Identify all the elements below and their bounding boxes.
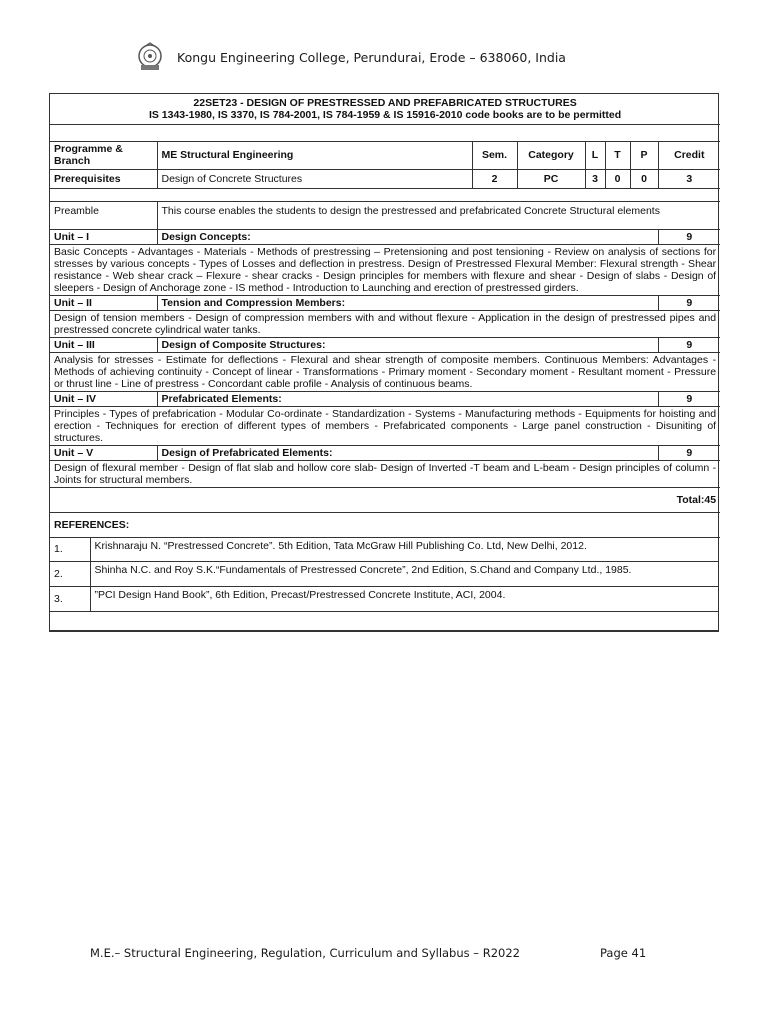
- unit-content: Design of flexural member - Design of flat slab and hollow core slab- Design of Inverted -T beam and L-beam - Design principles of column - Joints for structural members.: [50, 460, 720, 487]
- reference-number: 1.: [50, 538, 90, 562]
- page-header: [135, 40, 566, 74]
- unit-title: Design of Composite Structures:: [157, 337, 658, 352]
- unit-title: Design Concepts:: [157, 229, 658, 244]
- preamble-label: Preamble: [50, 201, 157, 229]
- course-table: [49, 93, 719, 632]
- references-heading: REFERENCES:: [50, 512, 720, 537]
- unit-title: Prefabricated Elements:: [157, 391, 658, 406]
- l-label: L: [585, 141, 605, 169]
- category-label: Category: [517, 141, 585, 169]
- code-books-note: IS 1343-1980, IS 3370, IS 784-2001, IS 784-1959 & IS 15916-2010 code books are to be permitted: [148, 108, 622, 121]
- page-number: Page 41: [600, 946, 647, 960]
- t-value: 0: [605, 169, 630, 188]
- spacer-row: [50, 124, 720, 141]
- reference-number: 3.: [50, 587, 90, 612]
- unit-content: Design of tension members - Design of compression members with and without flexure - Application in the design of prestressed pipes and prestressed concrete cylindrical water tanks.: [50, 310, 720, 337]
- p-value: 0: [630, 169, 658, 188]
- preamble-text: This course enables the students to design the prestressed and prefabricated Concrete Structural elements: [157, 201, 720, 229]
- total-hours: Total:45: [50, 487, 720, 512]
- l-value: 3: [585, 169, 605, 188]
- category-value: PC: [517, 169, 585, 188]
- spacer-row: [50, 612, 718, 631]
- course-title: 22SET23 - DESIGN OF PRESTRESSED AND PREFABRICATED STRUCTURES: [193, 96, 577, 109]
- unit-hours: 9: [658, 295, 720, 310]
- course-title-cell: [50, 94, 720, 124]
- prereq-label: Prerequisites: [50, 169, 157, 188]
- unit-label: Unit – III: [50, 337, 157, 352]
- reference-text: Shinha N.C. and Roy S.K.“Fundamentals of Prestressed Concrete”, 2nd Edition, S.Chand and Company Ltd., 1985.: [90, 562, 718, 587]
- sem-label: Sem.: [472, 141, 517, 169]
- reference-number: 2.: [50, 562, 90, 587]
- footer-title: M.E.– Structural Engineering, Regulation, Curriculum and Syllabus – R2022: [90, 946, 520, 960]
- credit-label: Credit: [658, 141, 720, 169]
- unit-label: Unit – II: [50, 295, 157, 310]
- programme-label: Programme & Branch: [50, 141, 157, 169]
- reference-text: Krishnaraju N. “Prestressed Concrete”. 5th Edition, Tata McGraw Hill Publishing Co. Ltd, New Delhi, 2012.: [90, 538, 718, 562]
- college-name: Kongu Engineering College, Perundurai, Erode – 638060, India: [177, 49, 566, 65]
- unit-hours: 9: [658, 337, 720, 352]
- unit-title: Design of Prefabricated Elements:: [157, 445, 658, 460]
- college-logo-icon: [135, 41, 165, 73]
- unit-hours: 9: [658, 391, 720, 406]
- p-label: P: [630, 141, 658, 169]
- unit-content: Basic Concepts - Advantages - Materials - Methods of prestressing – Pretensioning and post tensioning - Review on analysis of sections for stresses by various concepts - Types of Losses and deflection in prestress. Design of Prestressed Flexural Member: Flexural strength - Shear resistance - Web shear crack – Flexure - shear cracks - Design principles for members with flexure and shear - Design of slabs - Design of sleepers - Design of Anchorage zone - IS method - Introduction to Launching and erection of prestressed girders.: [50, 244, 720, 295]
- unit-hours: 9: [658, 445, 720, 460]
- credit-value: 3: [658, 169, 720, 188]
- prereq-value: Design of Concrete Structures: [157, 169, 472, 188]
- t-label: T: [605, 141, 630, 169]
- programme-value: ME Structural Engineering: [157, 141, 472, 169]
- unit-title: Tension and Compression Members:: [157, 295, 658, 310]
- unit-content: Analysis for stresses - Estimate for deflections - Flexural and shear strength of composite members. Continuous Members: Advantages - Methods of achieving continuity - Concept of linear - Transformations - Primary moment - Secondary moment - Resultant moment - Pressure or thrust line - Line of prestress - Concordant cable profile - Analysis of continuous beams.: [50, 352, 720, 391]
- sem-value: 2: [472, 169, 517, 188]
- unit-content: Principles - Types of prefabrication - Modular Co-ordinate - Standardization - Systems - Manufacturing methods - Equipments for hoisting and erection - Techniques for erection of different types of members - Prefabricated components - Large panel construction - Disuniting of structures.: [50, 406, 720, 445]
- spacer-row: [50, 188, 720, 201]
- unit-label: Unit – IV: [50, 391, 157, 406]
- reference-text: ”PCI Design Hand Book”, 6th Edition, Precast/Prestressed Concrete Institute, ACI, 2004.: [90, 587, 718, 612]
- unit-label: Unit – I: [50, 229, 157, 244]
- unit-hours: 9: [658, 229, 720, 244]
- unit-label: Unit – V: [50, 445, 157, 460]
